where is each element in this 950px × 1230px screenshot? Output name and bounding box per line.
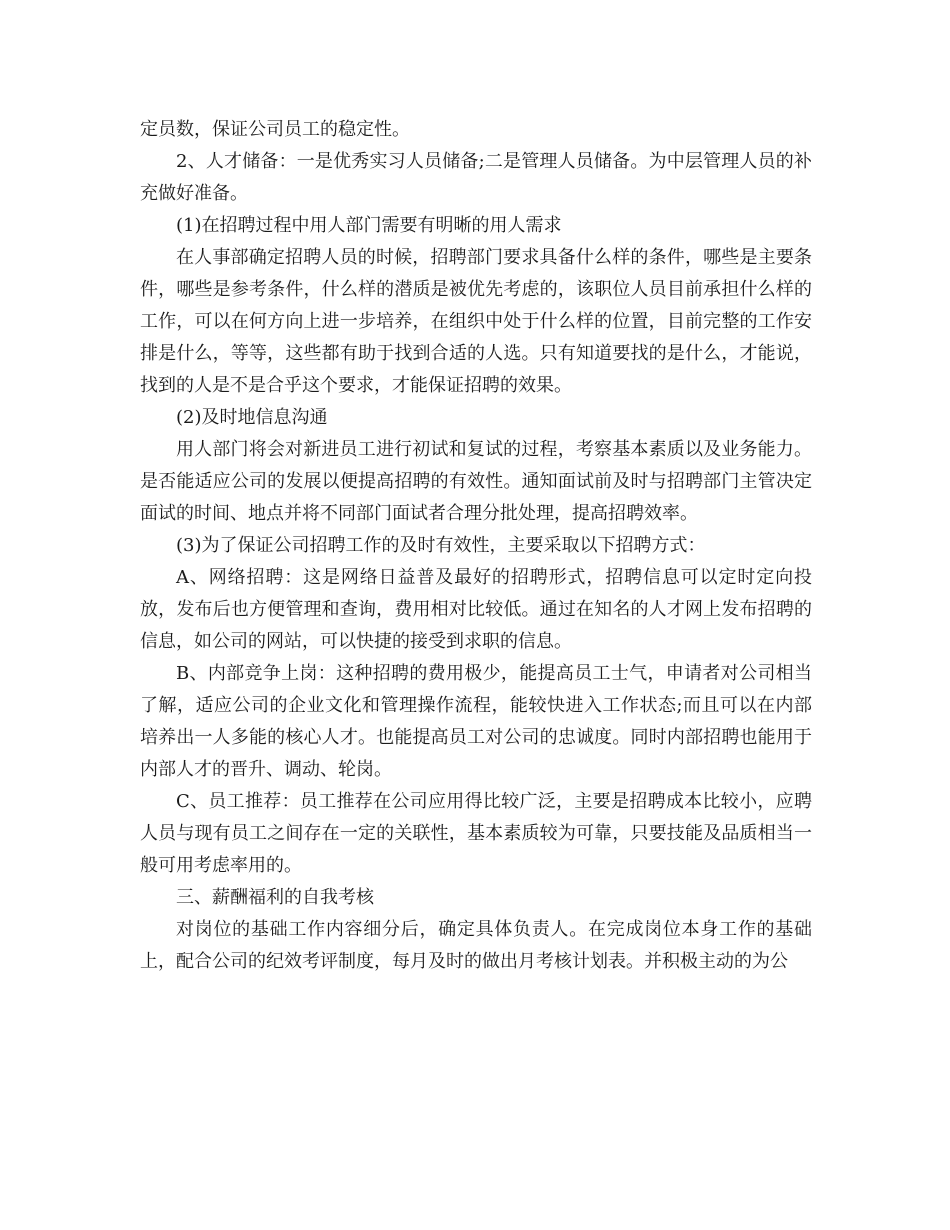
heading-recruitment-methods: (3)为了保证公司招聘工作的及时有效性，主要采取以下招聘方式： bbox=[176, 535, 706, 556]
paragraph-continuation: 定员数，保证公司员工的稳定性。 bbox=[140, 119, 410, 140]
heading-clear-requirements: (1)在招聘过程中用人部门需要有明晰的用人需求 bbox=[176, 215, 562, 236]
document-body bbox=[140, 114, 812, 978]
heading-timely-communication: (2)及时地信息沟通 bbox=[176, 407, 328, 428]
paragraph-internal-competition: B、内部竞争上岗：这种招聘的费用极少，能提高员工士气，申请者对公司相当了解，适应公司的企业文化和管理操作流程，能较快进入工作状态;而且可以在内部培养出一人多能的核心人才。也能提高员工对公司的忠诚度。同时内部招聘也能用于内部人才的晋升、调动、轮岗。 bbox=[140, 663, 812, 780]
paragraph-communication-detail: 用人部门将会对新进员工进行初试和复试的过程，考察基本素质以及业务能力。是否能适应公司的发展以便提高招聘的有效性。通知面试前及时与招聘部门主管决定面试的时间、地点并将不同部门面试者合理分批处理，提高招聘效率。 bbox=[140, 439, 812, 524]
paragraph-online-recruitment: A、网络招聘：这是网络日益普及最好的招聘形式，招聘信息可以定时定向投放，发布后也方便管理和查询，费用相对比较低。通过在知名的人才网上发布招聘的信息，如公司的网站，可以快捷的接受到求职的信息。 bbox=[140, 567, 812, 652]
paragraph-requirements-detail: 在人事部确定招聘人员的时候，招聘部门要求具备什么样的条件，哪些是主要条件，哪些是参考条件，什么样的潜质是被优先考虑的，该职位人员目前承担什么样的工作，可以在何方向上进一步培养，在组织中处于什么样的位置，目前完整的工作安排是什么，等等，这些都有助于找到合适的人选。只有知道要找的是什么，才能说，找到的人是不是合乎这个要求，才能保证招聘的效果。 bbox=[140, 247, 812, 396]
paragraph-compensation-detail: 对岗位的基础工作内容细分后，确定具体负责人。在完成岗位本身工作的基础上，配合公司的纪效考评制度，每月及时的做出月考核计划表。并积极主动的为公 bbox=[140, 919, 812, 972]
paragraph-talent-reserve: 2、人才储备：一是优秀实习人员储备;二是管理人员储备。为中层管理人员的补充做好准备。 bbox=[140, 151, 812, 204]
heading-compensation-review: 三、薪酬福利的自我考核 bbox=[176, 887, 374, 908]
paragraph-employee-referral: C、员工推荐：员工推荐在公司应用得比较广泛，主要是招聘成本比较小，应聘人员与现有员工之间存在一定的关联性，基本素质较为可靠，只要技能及品质相当一般可用考虑率用的。 bbox=[140, 791, 812, 876]
